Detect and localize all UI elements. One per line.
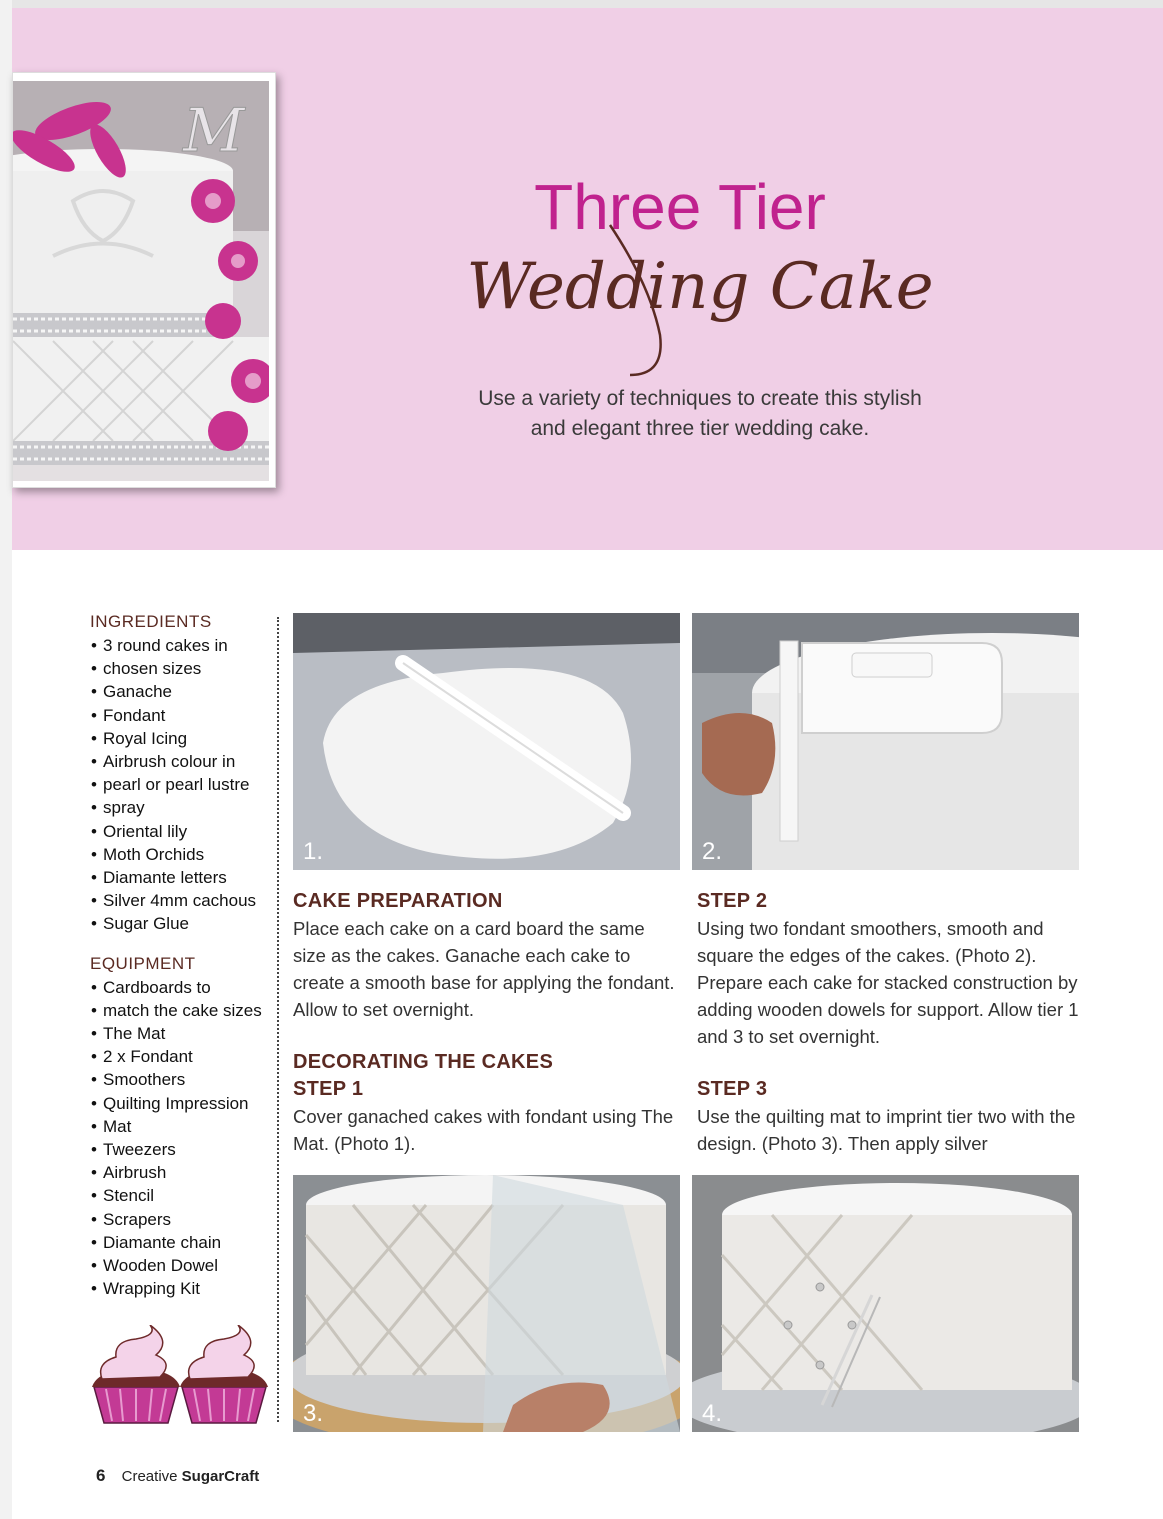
list-item: • Mat	[90, 1115, 270, 1138]
photo-3	[293, 1175, 680, 1432]
ingredients-heading: INGREDIENTS	[90, 612, 212, 631]
photo-2	[692, 613, 1079, 870]
brand-sugarcraft: SugarCraft	[181, 1468, 260, 1485]
list-item: • Airbrush	[90, 1161, 270, 1184]
photo-number: 4.	[702, 1400, 723, 1427]
equipment-heading: EQUIPMENT	[90, 953, 196, 973]
rolling-fondant-image	[293, 613, 680, 870]
cupcakes-illustration	[92, 1325, 268, 1425]
list-item: • Royal Icing	[90, 727, 270, 750]
list-item: • 2 x Fondant	[90, 1045, 270, 1068]
svg-text:M: M	[183, 96, 245, 166]
photo-number: 1.	[303, 838, 324, 865]
list-item: • Tweezers	[90, 1138, 270, 1161]
step-1-heading: STEP 1	[293, 1078, 364, 1100]
cupcake-right-icon	[180, 1325, 268, 1423]
cupcake-left-icon	[92, 1325, 180, 1423]
smoothing-cake-image	[692, 613, 1079, 870]
list-item: • Quilting Impression	[90, 1092, 270, 1115]
photo-number: 2.	[702, 838, 723, 865]
list-item: • Ganache	[90, 680, 270, 703]
list-item: • Moth Orchids	[90, 843, 270, 866]
equipment-list	[90, 976, 270, 1301]
hero-cake-image	[13, 81, 269, 481]
ingredients-list	[90, 634, 270, 936]
decorating-heading: DECORATING THE CAKES	[293, 1051, 554, 1073]
photo-number: 3.	[303, 1400, 324, 1427]
list-item: • The Mat	[90, 1022, 270, 1045]
step-2-text: Using two fondant smoothers, smooth and square the edges of the cakes. (Photo 2). Prepare each cake for stacked construction by adding wooden dowels for support. Allow tier 1 and 3 to set overnight.	[697, 918, 1079, 1047]
list-item: • spray	[90, 796, 270, 819]
list-item: • Sugar Glue	[90, 912, 270, 935]
list-item: • Diamante letters	[90, 866, 270, 889]
intro-line-2: and elegant three tier wedding cake.	[530, 417, 870, 440]
page-footer	[96, 1466, 259, 1486]
photo-4	[692, 1175, 1079, 1432]
sidebar	[90, 612, 270, 1300]
hero-cake-photo	[12, 72, 276, 488]
brand-creative: Creative	[121, 1468, 178, 1485]
intro-line-1: Use a variety of techniques to create this stylish	[478, 387, 922, 410]
list-item: • Silver 4mm cachous	[90, 889, 270, 912]
list-item: • Cardboards to	[90, 976, 270, 999]
list-item: • Stencil	[90, 1184, 270, 1207]
title-wedding-cake: Wedding Cake	[466, 250, 934, 324]
sidebar-divider	[277, 617, 279, 1422]
quilting-mat-image	[293, 1175, 680, 1432]
list-item: • Diamante chain	[90, 1231, 270, 1254]
cake-preparation-heading: CAKE PREPARATION	[293, 890, 503, 912]
list-item: • match the cake sizes	[90, 999, 270, 1022]
list-item: • Oriental lily	[90, 820, 270, 843]
title-three-tier: Three Tier	[534, 171, 826, 243]
list-item: • Airbrush colour in	[90, 750, 270, 773]
step-2-heading: STEP 2	[697, 890, 768, 912]
list-item: • pearl or pearl lustre	[90, 773, 270, 796]
step-3-heading: STEP 3	[697, 1078, 768, 1100]
list-item: • Fondant	[90, 704, 270, 727]
page-number: 6	[96, 1466, 106, 1485]
intro-text	[440, 384, 960, 444]
step-1-text: Cover ganached cakes with fondant using The Mat. (Photo 1).	[293, 1106, 674, 1154]
list-item: • Wrapping Kit	[90, 1277, 270, 1300]
list-item: • 3 round cakes in	[90, 634, 270, 657]
list-item: • Scrapers	[90, 1208, 270, 1231]
list-item: • chosen sizes	[90, 657, 270, 680]
list-item: • Wooden Dowel	[90, 1254, 270, 1277]
column-left	[293, 888, 680, 1157]
column-right	[697, 888, 1087, 1157]
photo-1	[293, 613, 680, 870]
page-left-edge	[0, 0, 12, 1519]
cachous-tweezers-image	[692, 1175, 1079, 1432]
page-top-edge	[0, 0, 1163, 8]
list-item: • Smoothers	[90, 1068, 270, 1091]
cake-preparation-text: Place each cake on a card board the same size as the cakes. Ganache each cake to create a smooth base for applying the fondant. Allow to set overnight.	[293, 918, 675, 1020]
step-3-text: Use the quilting mat to imprint tier two with the design. (Photo 3). Then apply silver	[697, 1106, 1076, 1154]
